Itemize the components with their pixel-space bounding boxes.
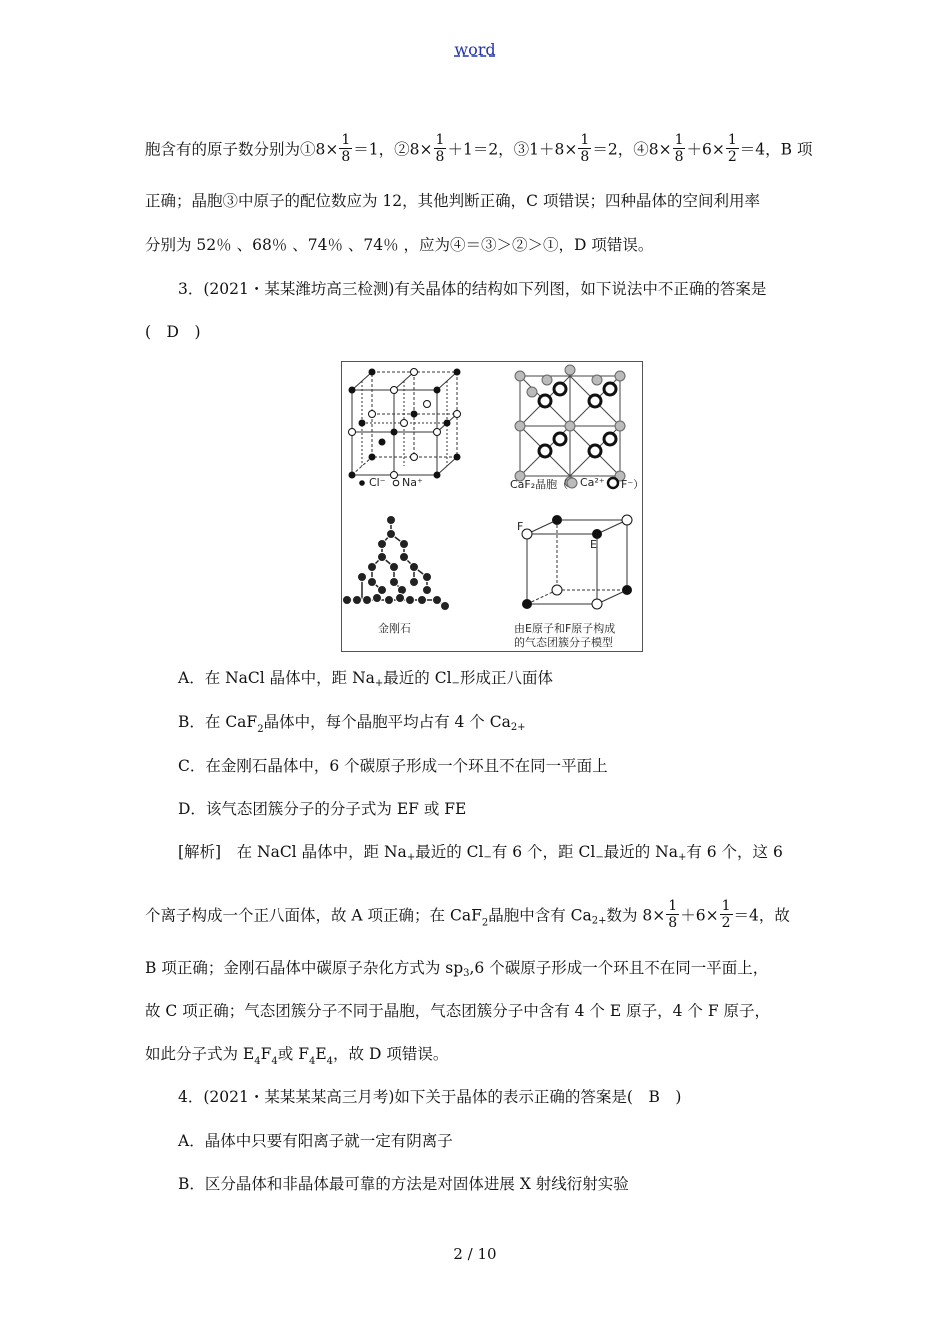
caf2-caption: CaF₂晶胞（ <box>510 478 569 491</box>
cluster-caption-line1: 由E原子和F原子构成 <box>514 622 616 635</box>
fraction-one-eighth: $\frac{1}{8}$ <box>668 898 678 931</box>
question-4-stem: 4．(2021・某某某某高三月考)如下关于晶体的表示正确的答案是( B ) <box>178 1088 682 1106</box>
na-ion <box>391 387 398 394</box>
na-ion <box>454 411 461 418</box>
legend-ca-dot <box>567 478 577 488</box>
page-number: 2 / 10 <box>453 1245 497 1263</box>
legend-na-dot <box>393 480 399 486</box>
na-ion <box>424 401 431 408</box>
cl-ion <box>434 472 441 479</box>
na-ion <box>411 369 418 376</box>
option-3b: B．在 CaF$_2$晶体中，每个晶胞平均占有 4 个 $Ca_{2+}$ <box>178 713 526 735</box>
na-ion <box>401 420 408 427</box>
cl-ion <box>454 454 461 461</box>
option-4b: B．区分晶体和非晶体最可靠的方法是对固体进展 X 射线衍射实验 <box>178 1175 629 1193</box>
caf2-f-label: F⁻） <box>621 478 645 491</box>
text-segment: 胞含有的原子数分别为①8 <box>145 140 326 159</box>
na-ion <box>434 429 441 436</box>
option-3c: C．在金刚石晶体中，6 个碳原子形成一个环且不在同一平面上 <box>178 757 608 775</box>
option-3a: A．在 NaCl 晶体中，距 $Na_+$最近的 $Cl_-$形成正八面体 <box>178 669 553 689</box>
text-segment: ＋1＝2，③1＋8 <box>447 140 565 159</box>
crystal-figure-svg <box>342 362 645 651</box>
cl-ion <box>454 369 461 376</box>
cluster-caption-line2: 的气态团簇分子模型 <box>514 636 613 649</box>
analysis-line-5: 如此分子式为 $E_4F_4$或 $F_4E_4$，故 D 项错误。 <box>145 1045 449 1067</box>
caf2-ca-label: Ca²⁺ <box>580 476 605 489</box>
text-segment: ＝1，②8 <box>353 140 420 159</box>
cluster-model <box>527 520 627 604</box>
cl-ion <box>391 429 398 436</box>
na-ion <box>391 472 398 479</box>
fraction-one-eighth: $\frac{1}{8}$ <box>580 132 590 165</box>
times-sign: × <box>419 140 433 159</box>
analysis-line-1: [解析] 在 NaCl 晶体中，距 $Na_+$最近的 $Cl_-$有 6 个，距 $Cl_-$最近的 $Na_+$有 6 个，这 6 <box>178 843 783 863</box>
fraction-one-eighth: $\frac{1}{8}$ <box>435 132 445 165</box>
cl-ion <box>349 472 356 479</box>
crystal-structures-figure <box>341 361 643 652</box>
na-ion <box>349 429 356 436</box>
legend-cl-dot <box>359 480 365 486</box>
times-sign: × <box>564 140 578 159</box>
diamond-atoms <box>343 516 450 611</box>
question-3-stem: 3．(2021・某某潍坊高三检测)有关晶体的结构如下列图，如下说法中不正确的答案是 <box>178 280 767 298</box>
paragraph-atom-count <box>145 134 812 167</box>
text-segment: ＋6 <box>686 140 712 159</box>
text-segment: ＝4，B 项 <box>739 140 813 159</box>
header-word-link[interactable]: word <box>454 40 496 59</box>
option-4a: A．晶体中只要有阳离子就一定有阴离子 <box>178 1132 453 1150</box>
na-ion <box>411 454 418 461</box>
option-3d: D．该气态团簇分子的分子式为 EF 或 FE <box>178 800 467 818</box>
question-3-answer: ( D ) <box>145 323 201 341</box>
na-ion <box>369 411 376 418</box>
legend-na-label: Na⁺ <box>402 476 423 489</box>
legend-f-dot <box>608 478 618 488</box>
cl-ion <box>444 420 451 427</box>
legend-cl-label: Cl⁻ <box>369 476 386 489</box>
analysis-line-3: B 项正确；金刚石晶体中碳原子杂化方式为 $sp_3,6$ 个碳原子形成一个环且不在同一平面上， <box>145 959 769 979</box>
fraction-one-eighth: $\frac{1}{8}$ <box>674 132 684 165</box>
cl-ion <box>369 454 376 461</box>
cl-ion <box>349 387 356 394</box>
cluster-label-e: E <box>590 538 597 551</box>
analysis-line-4: 故 C 项正确；气态团簇分子不同于晶胞，气态团簇分子中含有 4 个 E 原子，4 个 F 原子， <box>145 1002 770 1020</box>
cluster-label-f: F <box>517 520 524 533</box>
cl-ion <box>359 420 366 427</box>
fraction-one-eighth: $\frac{1}{8}$ <box>341 132 351 165</box>
diamond-caption: 金刚石 <box>378 622 411 635</box>
cl-ion <box>369 369 376 376</box>
times-sign: × <box>658 140 672 159</box>
times-sign: × <box>711 140 725 159</box>
fraction-one-half: $\frac{1}{2}$ <box>721 898 731 931</box>
paragraph-coordination: 正确；晶胞③中原子的配位数应为 12，其他判断正确，C 项错误；四种晶体的空间利用率 <box>145 192 760 210</box>
cl-ion <box>379 439 386 446</box>
paragraph-space-utilization: 分别为 52％ 、68％ 、74％ 、74％ ，应为④＝③＞②＞①，D 项错误。 <box>145 236 654 254</box>
text-segment: ＝2，④8 <box>592 140 659 159</box>
cl-ion <box>434 387 441 394</box>
fraction-one-half: $\frac{1}{2}$ <box>727 132 737 165</box>
analysis-line-2: 个离子构成一个正八面体，故 A 项正确；在 CaF$_2$晶胞中含有 $Ca_{2+}$数为 8× $\frac{1}{8}$ ＋6× $\frac{1}{2}$ ＝4，故 <box>145 898 790 931</box>
times-sign: × <box>325 140 339 159</box>
cl-ion <box>411 411 418 418</box>
